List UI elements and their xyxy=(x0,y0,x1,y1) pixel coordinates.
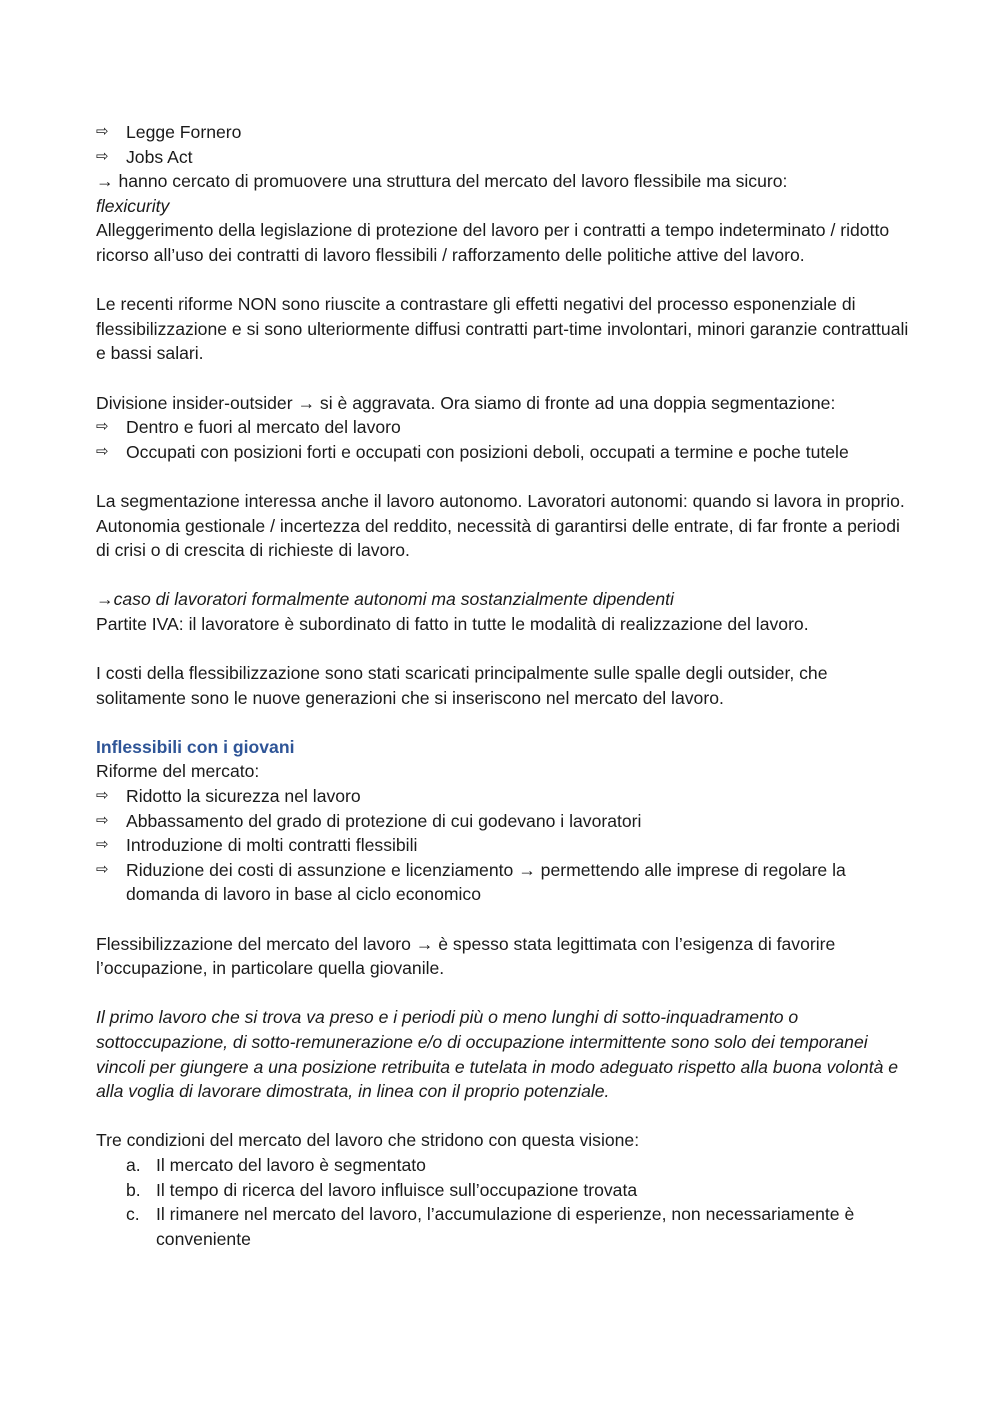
paragraph-text: si è aggravata. Ora siamo di fronte ad una doppia segmentazione: xyxy=(319,392,836,413)
right-arrow-icon: → xyxy=(518,859,536,880)
bullet-text: Ridotto la sicurezza nel lavoro xyxy=(126,786,361,807)
list-text: Il mercato del lavoro è segmentato xyxy=(156,1154,426,1175)
bullet-text: Occupati con posizioni forti e occupati con posizioni deboli, occupati a termine e poche tutele xyxy=(126,441,849,462)
paragraph-text: Divisione insider-outsider xyxy=(96,392,293,413)
term: flexicurity xyxy=(96,195,170,216)
paragraph: Alleggerimento della legislazione di protezione del lavoro per i contratti a tempo indeterminato / ridotto ricorso all’uso dei contratti di lavoro flessibili / rafforzamento delle politiche attive del lavoro. xyxy=(96,220,890,265)
bullet-text-part: Riduzione dei costi di assunzione e licenziamento xyxy=(126,859,514,880)
list-item xyxy=(96,1178,910,1203)
bullet-text: Dentro e fuori al mercato del lavoro xyxy=(126,417,401,438)
outline-right-arrow-icon: ⇨ xyxy=(96,123,109,140)
list-item xyxy=(96,784,910,809)
outline-right-arrow-icon: ⇨ xyxy=(96,147,109,165)
bullet-text: Jobs Act xyxy=(126,146,193,167)
bullet-text: Legge Fornero xyxy=(126,122,242,142)
bullet-text: Introduzione di molti contratti flessibili xyxy=(126,835,418,856)
outline-right-arrow-icon: ⇨ xyxy=(96,836,109,854)
right-arrow-icon: → xyxy=(96,171,114,192)
paragraph xyxy=(96,391,910,416)
outline-right-arrow-icon: ⇨ xyxy=(96,442,109,460)
paragraph: Riforme del mercato: xyxy=(96,761,260,782)
list-number: b. xyxy=(126,1179,141,1200)
right-arrow-icon: → xyxy=(297,392,316,413)
paragraph: Partite IVA: il lavoratore è subordinato di fatto in tutte le modalità di realizzazione del lavoro. xyxy=(96,613,809,634)
list-item xyxy=(96,809,910,834)
bullet-text xyxy=(126,858,910,907)
list-number: a. xyxy=(126,1154,141,1175)
paragraph xyxy=(96,932,910,981)
list-number: c. xyxy=(126,1204,140,1225)
paragraph-text: caso di lavoratori formalmente autonomi ma sostanzialmente dipendenti xyxy=(113,589,674,610)
list-item xyxy=(96,1202,910,1251)
paragraph xyxy=(96,587,910,612)
paragraph: Autonomia gestionale / incertezza del reddito, necessità di garantirsi delle entrate, di far fronte a periodi di crisi o di crescita di richieste di lavoro. xyxy=(96,515,900,561)
list-item xyxy=(96,858,910,907)
list-text: Il tempo di ricerca del lavoro influisce sull’occupazione trovata xyxy=(156,1179,638,1200)
list-text: Il rimanere nel mercato del lavoro, l’accumulazione di esperienze, non necessariamente è conveniente xyxy=(156,1204,855,1249)
outline-right-arrow-icon: ⇨ xyxy=(96,860,109,878)
outline-right-arrow-icon: ⇨ xyxy=(96,418,109,436)
paragraph xyxy=(96,169,910,194)
paragraph: La segmentazione interessa anche il lavoro autonomo. Lavoratori autonomi: quando si lavora in proprio. xyxy=(96,490,905,511)
list-item xyxy=(96,833,910,858)
paragraph-text: Flessibilizzazione del mercato del lavoro xyxy=(96,933,411,954)
quote-paragraph: Il primo lavoro che si trova va preso e i periodi più o meno lunghi di sotto-inquadramento o sottoccupazione, di sotto-remunerazione e/o di occupazione intermittente sono solo dei temporanei vincoli per giungere a una posizione retribuita e tutelata in modo adeguato rispetto alla buona volontà e alla voglia di lavorare dimostrata, in linea con il proprio potenziale. xyxy=(96,1007,899,1102)
paragraph-text: hanno cercato di promuovere una struttura del mercato del lavoro flessibile ma sicuro: xyxy=(118,171,788,192)
bullet-text: Abbassamento del grado di protezione di cui godevano i lavoratori xyxy=(126,810,642,831)
paragraph: I costi della flessibilizzazione sono stati scaricati principalmente sulle spalle degli outsider, che solitamente sono le nuove generazioni che si inseriscono nel mercato del lavoro. xyxy=(96,663,828,708)
outline-right-arrow-icon: ⇨ xyxy=(96,787,109,805)
list-item xyxy=(96,415,910,440)
paragraph: Tre condizioni del mercato del lavoro che stridono con questa visione: xyxy=(96,1130,640,1151)
list-item xyxy=(96,120,910,145)
outline-right-arrow-icon: ⇨ xyxy=(96,811,109,829)
paragraph-text: è spesso stata legittimata con l’esigenza di favorire l’occupazione, in particolare quella giovanile. xyxy=(96,933,836,979)
paragraph: Le recenti riforme NON sono riuscite a contrastare gli effetti negativi del processo esponenziale di flessibilizzazione e si sono ulteriormente diffusi contratti part-time involontari, minori garanzie contrattuali e bassi salari. xyxy=(96,294,909,364)
list-item xyxy=(96,440,910,465)
list-item xyxy=(96,145,910,170)
right-arrow-icon: → xyxy=(415,933,434,954)
list-item xyxy=(96,1153,910,1178)
bullet-text-part: permettendo alle imprese di regolare la domanda di lavoro in base al ciclo economico xyxy=(126,859,846,905)
section-heading: Inflessibili con i giovani xyxy=(96,736,295,757)
right-arrow-icon: → xyxy=(96,589,114,610)
